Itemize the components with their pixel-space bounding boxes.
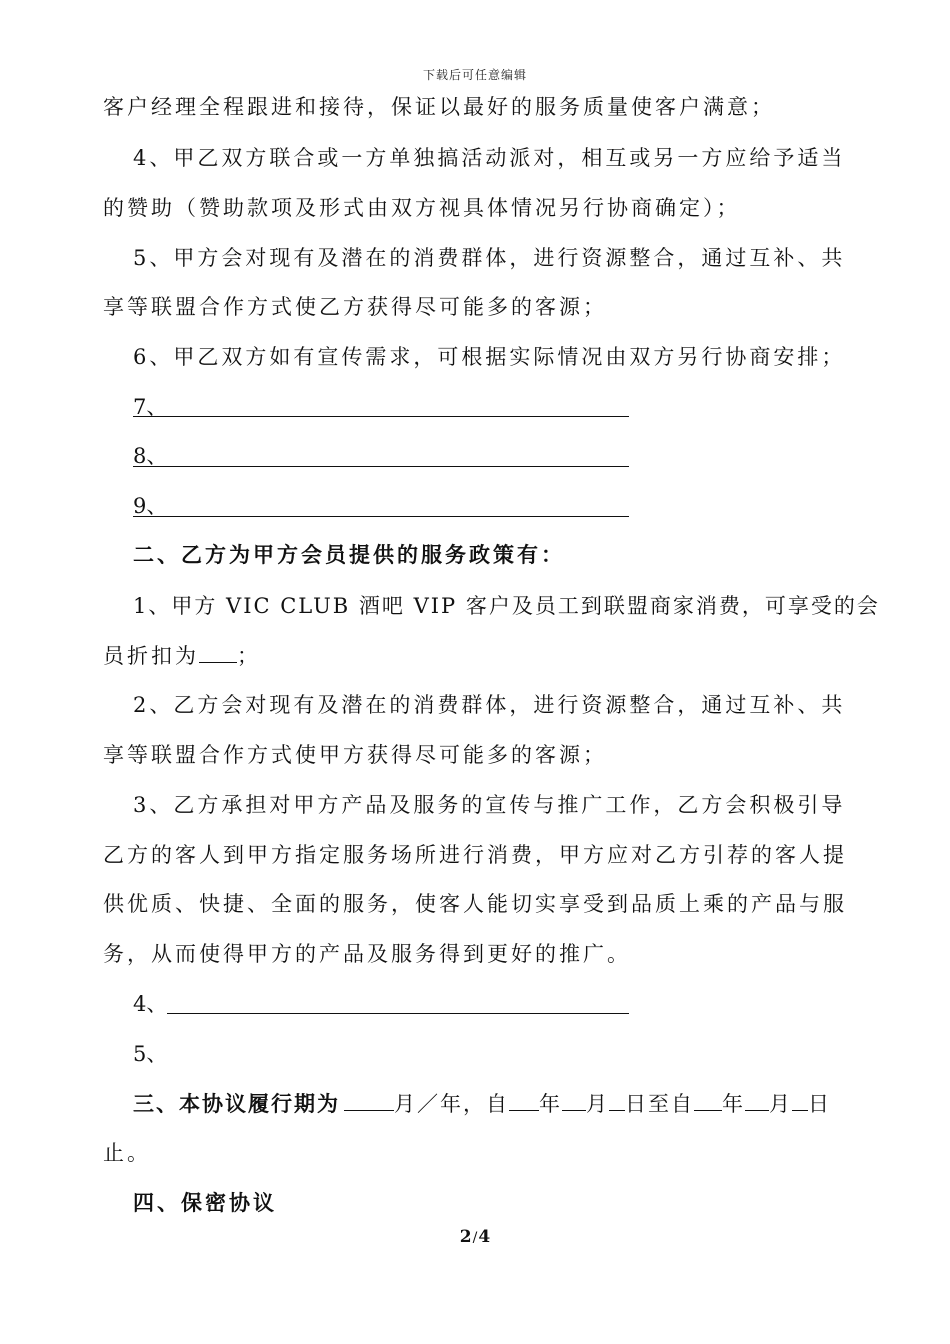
policy-4-number: 4、 — [133, 992, 168, 1016]
clause-8-blank-line — [133, 466, 629, 467]
policy-4-blank-line — [167, 1013, 629, 1014]
section-3-line-2: 止。 — [103, 1141, 151, 1165]
policy-1-punct: ； — [237, 644, 261, 668]
clause-continuation: 客户经理全程跟进和接待，保证以最好的服务质量使客户满意； — [103, 95, 775, 119]
section-3-line-1 — [133, 1089, 893, 1119]
term-text-5: 年 — [722, 1092, 745, 1116]
section-2-heading: 二、乙方为甲方会员提供的服务政策有： — [133, 542, 565, 567]
clause-7-number: 7、 — [133, 395, 168, 419]
start-month-blank — [562, 1090, 586, 1111]
clause-5-line-2: 享等联盟合作方式使乙方获得尽可能多的客源； — [103, 295, 607, 319]
total-pages: 4 — [478, 1227, 491, 1247]
page-separator: / — [472, 1230, 478, 1246]
end-year-blank — [694, 1090, 722, 1111]
policy-3-line-3: 供优质、快捷、全面的服务，使客人能切实享受到品质上乘的产品与服 — [103, 892, 847, 916]
term-text-4: 日至自 — [625, 1092, 694, 1116]
policy-5-number: 5、 — [133, 1042, 168, 1066]
discount-blank — [199, 642, 237, 663]
policy-1-text: 员折扣为 — [103, 644, 199, 668]
clause-9-number: 9、 — [133, 494, 168, 518]
end-day-blank — [792, 1090, 808, 1111]
section-4-heading: 四、保密协议 — [133, 1190, 277, 1215]
clause-6: 6、甲乙双方如有宣传需求，可根据实际情况由双方另行协商安排； — [133, 345, 846, 369]
term-text-3: 月 — [586, 1092, 609, 1116]
clause-9-blank-line — [133, 516, 629, 517]
clause-4-line-1: 4、甲乙双方联合或一方单独搞活动派对，相互或另一方应给予适当 — [133, 146, 846, 170]
page-number — [0, 1227, 950, 1247]
term-months-blank — [344, 1090, 394, 1111]
end-month-blank — [745, 1090, 769, 1111]
policy-1-line-1: 1、甲方 VIC CLUB 酒吧 VIP 客户及员工到联盟商家消费，可享受的会 — [133, 594, 880, 618]
policy-3-line-2: 乙方的客人到甲方指定服务场所进行消费，甲方应对乙方引荐的客人提 — [103, 843, 847, 867]
clause-4-line-2: 的赞助（赞助款项及形式由双方视具体情况另行协商确定）； — [103, 196, 741, 220]
start-day-blank — [609, 1090, 625, 1111]
policy-3-line-1: 3、乙方承担对甲方产品及服务的宣传与推广工作，乙方会积极引导 — [133, 793, 846, 817]
term-text-2: 年 — [539, 1092, 562, 1116]
clause-7-blank-line — [133, 416, 629, 417]
page-header-note: 下载后可任意编辑 — [422, 68, 527, 82]
policy-2-line-2: 享等联盟合作方式使甲方获得尽可能多的客源； — [103, 743, 607, 767]
section-3-heading: 三、本协议履行期为 — [133, 1091, 340, 1116]
term-text-1: 月／年，自 — [394, 1092, 509, 1116]
clause-5-line-1: 5、甲方会对现有及潜在的消费群体，进行资源整合，通过互补、共 — [133, 246, 846, 270]
current-page: 2 — [459, 1227, 472, 1247]
term-text-6: 月 — [769, 1092, 792, 1116]
term-text-7: 日 — [808, 1092, 831, 1116]
clause-8-number: 8、 — [133, 444, 168, 468]
policy-2-line-1: 2、乙方会对现有及潜在的消费群体，进行资源整合，通过互补、共 — [133, 693, 846, 717]
policy-1-line-2 — [103, 641, 863, 671]
start-year-blank — [509, 1090, 539, 1111]
policy-3-line-4: 务，从而使得甲方的产品及服务得到更好的推广。 — [103, 942, 631, 966]
